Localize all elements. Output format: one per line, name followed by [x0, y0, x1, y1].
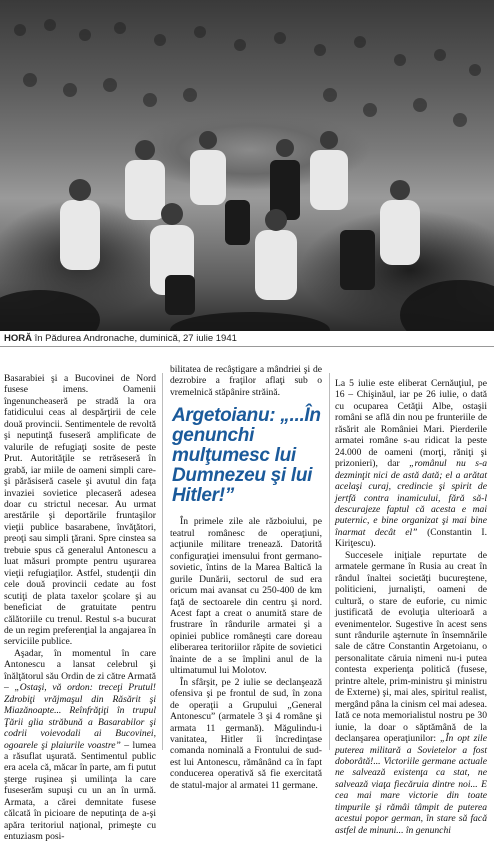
- paragraph: Basarabiei şi a Bucovinei de Nord fusese imens. Oamenii îngenuncheaseră pe stradă la ora fatidicului ceas al despărţirii de cele două provincii. Sentimentele de revoltă şi neputinţă fuseseră amplificate de valurile de refugiaţi sosite de peste Prut. Autorităţile se retrăseseră în grabă, iar miile de oameni simpli care-şi părăsiseră casele şi avutul din faţa invaziei sovietice plecaseră adesea doar cu strictul necesar. Au urmat arestările şi deportările fruntaşilor vieţii publice basarabene, învăţători, preoţi sau simpli ţărani. Spre cinstea sa trebuie spus că generalul Antonescu a luat măsuri prompte pentru uşurarea vieţii refugiaţilor. Astfel, studenţii din cele două provincii cedate au fost scutiţi de plata taxelor şcolare şi au beneficiat de gratuitate pentru călătoriile cu trenul. Restul s-a bucurat de un regim preferenţial la angajarea în serviciile publice.: [4, 373, 156, 648]
- caption-label: HORĂ: [4, 333, 32, 344]
- paragraph: În sfârşit, pe 2 iulie se declanşează ofensiva şi pe frontul de sud, în zona de operaţii a Grupului „General Antonescu” (armatele 3 şi 4 române şi armata 11 germană). Măgulindu-i vanitatea, Hitler îi încredinţase comanda nominală a Frontului de sud-est lui Antonescu, rămânând ca în fapt conducerea operativă să fie exercitată de statul-major al armatei 11 germane.: [170, 676, 322, 791]
- column-divider: [329, 373, 330, 750]
- paragraph-text: Aşadar, în momentul în care Antonescu a lansat celebrul şi înălţătorul său Ordin de zi către Armată –: [4, 647, 156, 694]
- folk-dance-photo: [0, 0, 494, 331]
- section-headline: Argetoianu: „...În genunchi mulţumesc lui Dumnezeu şi lui Hitler!”: [172, 405, 321, 507]
- paragraph-text: Succesele iniţiale repurtate de armatele germane în Rusia au creat în rândul înaltei societăţi bucureştene, politicieni, jurnalişti, oameni de cultură, o stare de euforie, cu nimic justificată de evoluţia ulterioară a evenimentelor. Sugestive în acest sens sunt rândurile aşternute în însemnările sale de către Constantin Argetoianu, o personalitate căruia nimeni nu-i putea contesta experienţa politică (fusese, printre altele, prim-ministru şi ministru de Externe) şi, mai ales, spiritul realist, mergând pâna la cinism cel mai adesea. Iată ce nota memorialistul nostru pe 30 iunie, la doar o săptămână de la declanşarea operaţiunilor:: [335, 549, 487, 745]
- article-column-3: [335, 378, 487, 836]
- caption-text: în Pădurea Andronache, duminică, 27 iulie 1941: [31, 333, 237, 344]
- photo-illustration: [0, 0, 494, 331]
- caption-divider: [0, 346, 494, 347]
- paragraph: În primele zile ale războiului, pe teatrul românesc de operaţiuni, acţiunile militare trenează. Datorită configuraţiei imensului front germano-sovietic, întins de la Marea Baltică la gurile Dunării, sectorul de sud era oricum mai avansat cu 250-400 de km faţă de sectoarele din centru şi nord. Acest fapt a creat o anumită stare de frustrare în rândurile armatei şi a opiniei publice româneşti care doreau eliberarea teritoriilor răpite de sovietici înainte de a se împlini anul de la ultimatumul lui Molotov.: [170, 516, 322, 677]
- quote-text: „românul nu s-a dezminţit nici de astă dată; el a arătat acelaşi curaj, credincie şi spirit de jertfă contra inamicului, fără să-l descurajeze faptul că acesta e mai puternic, e bine organizat şi mai bine înarmat decât el”: [335, 458, 487, 538]
- quote-text: „În opt zile puterea militară a Sovietelor a fost doborâtă!... Victoriile germane actuale ne salvează existenţa ca stat, ne salvează viaţa fiecăruia dintre noi... E cea mai mare victorie din toate timpurile şi rămâi tâmpit de puterea acestui popor german, în stare să facă astfel de minuni... în genunchi: [335, 733, 487, 836]
- paragraph: bilitatea de recâştigare a mândriei şi de dezrobire a fraţilor aflaţi sub o vremelnică stăpânire străină.: [170, 364, 322, 398]
- paragraph-text: (Constantin I. Kiriţescu).: [335, 526, 487, 550]
- paragraph: [4, 648, 156, 843]
- column-divider: [162, 373, 163, 750]
- paragraph-text: – lumea a răsuflat uşurată. Sentimentul public era acela că, măcar în parte, am fi putut şterge ruşinea şi umilinţa la care fuseserăm supuşi cu un an în urmă. Armata, a cărei demnitate fusese călcată în picioare de neputinţa de a-şi apăra teritoriul naţional, primeşte cu entuziasm posi-: [4, 739, 157, 843]
- article-column-1: [4, 373, 156, 843]
- paragraph-text: La 5 iulie este eliberat Cernăuţiul, pe 16 – Chişinăul, iar pe 26 iulie, o dată cu ocuparea Cetăţii Albe, ostaşii români se află din nou pe frunteriile de răsărit ale României Mari. Pierderile armatei române s-au ridicat la peste 24.000 de oameni (morţi, răniţi şi prizonieri), dar: [335, 378, 487, 470]
- quote-text: „Ostaşi, vă ordon: treceţi Prutul! Zdrobiţi vrăjmaşul din Răsărit şi Miazănoapte... Reînfrăţiţi în trupul Ţării glia străbună a Basarabilor şi codrii voievodali ai Bucovinei, ogoarele şi plaiurile voastre”: [4, 682, 156, 751]
- article-column-2: [170, 364, 322, 791]
- photo-caption: [4, 333, 237, 344]
- paragraph: [335, 550, 487, 836]
- paragraph: [335, 378, 487, 550]
